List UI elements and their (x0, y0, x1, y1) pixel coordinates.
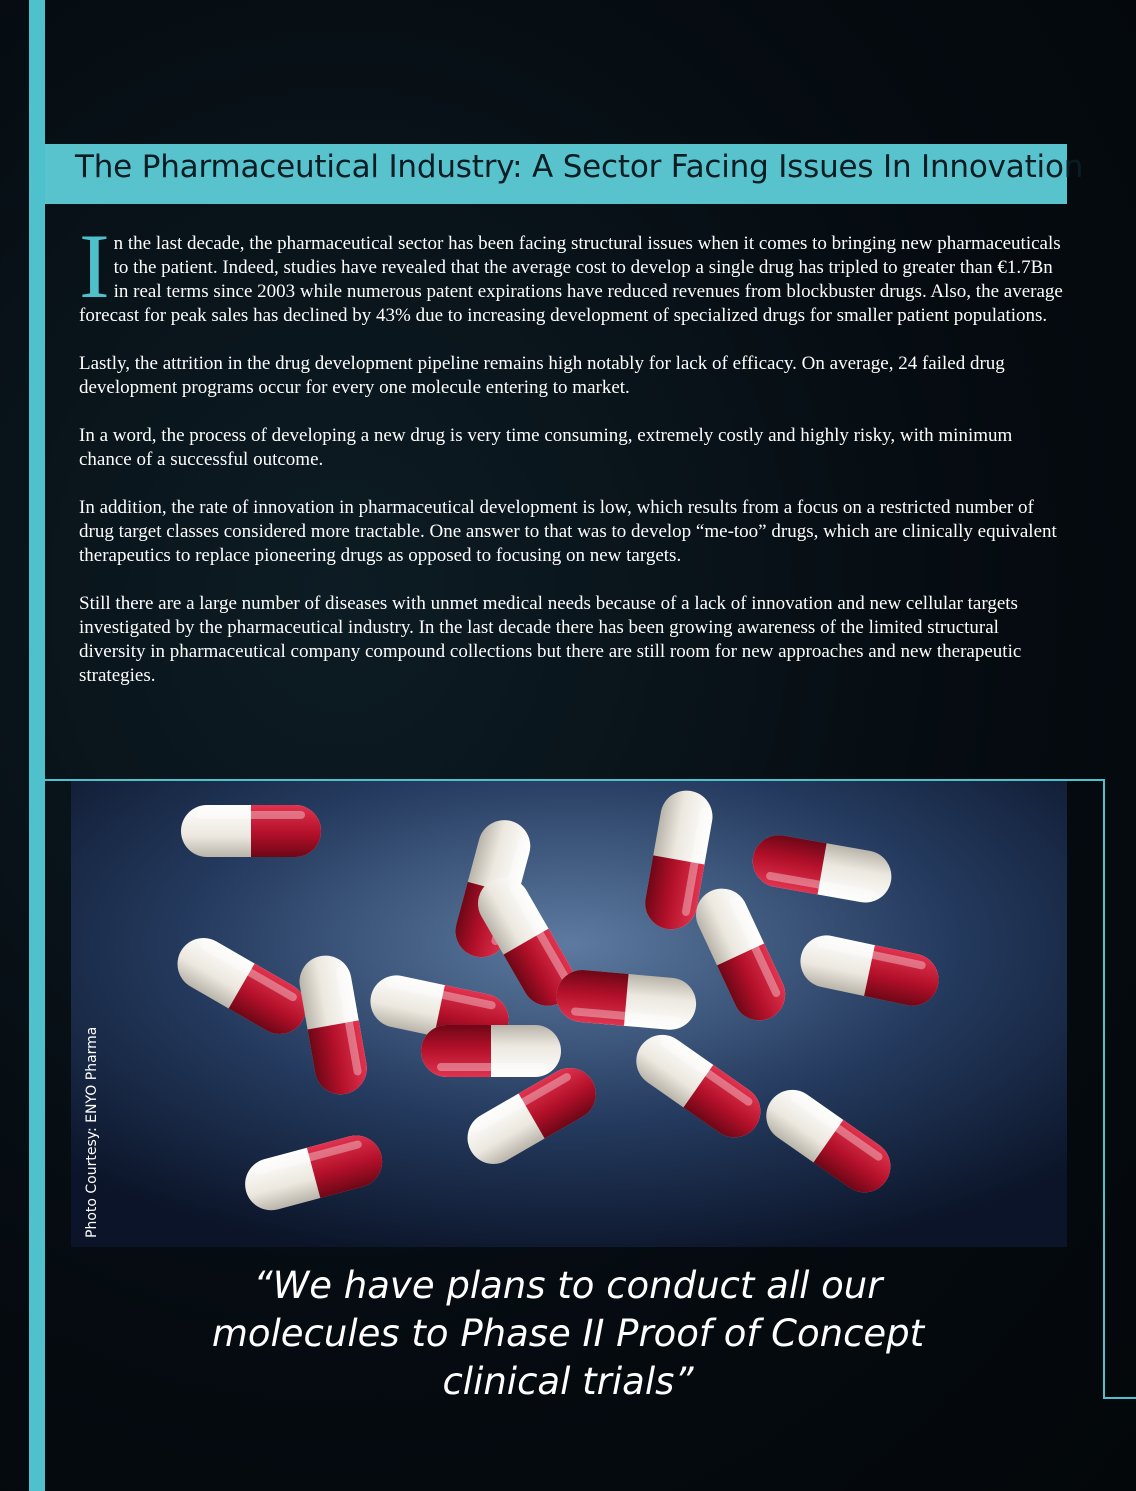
frame-line-bottom (1103, 1397, 1136, 1399)
article-paragraph: Still there are a large number of diseases with unmet medical needs because of a lack of innovation and new cellular targets investigated by the pharmaceutical industry. In the last decade there has been growing awareness of the limited structural diversity in pharmaceutical company compound collections but there are still room for new approaches and new therapeutic strategies. (79, 593, 1022, 686)
article-paragraph: Lastly, the attrition in the drug development pipeline remains high notably for lack of efficacy. On average, 24 failed drug development programs occur for every one molecule entering to market. (79, 353, 1005, 398)
capsules-illustration (71, 781, 1067, 1247)
capsule (421, 1025, 561, 1077)
quote-line: clinical trials” (442, 1360, 694, 1403)
paragraph-text: n the last decade, the pharmaceutical sector has been facing structural issues when it comes to bringing new pharmaceuticals to the patient. Indeed, studies have revealed that the average cost to develop a single drug has tripled to greater than €1.7Bn in real terms since 2003 while numerous patent expirations have reduced revenues from blockbuster drugs. Also, the average forecast for peak sales has declined by 43% due to increasing development of specialized drugs for smaller patient populations. (79, 233, 1063, 326)
left-accent-bar (29, 0, 45, 1491)
quote-line: “We have plans to conduct all our (253, 1264, 883, 1307)
pull-quote (168, 1262, 968, 1406)
article-paragraph (79, 215, 1069, 328)
frame-line-right (1103, 779, 1105, 1399)
drop-cap: I (79, 215, 110, 317)
page-title: The Pharmaceutical Industry: A Sector Facing Issues In Innovation (75, 149, 1084, 185)
quote-line: molecules to Phase II Proof of Concept (211, 1312, 925, 1355)
capsules-photo (71, 781, 1067, 1247)
title-band (45, 144, 1084, 204)
article-paragraph: In a word, the process of developing a new drug is very time consuming, extremely costly and highly risky, with minimum chance of a successful outcome. (79, 425, 1013, 470)
capsule (181, 805, 321, 857)
photo-credit: Photo Courtesy: ENYO Pharma (84, 1026, 100, 1238)
article-body (79, 215, 1069, 712)
article-paragraph: In addition, the rate of innovation in pharmaceutical development is low, which results from a focus on a restricted number of drug target classes considered more tractable. One answer to that was to develop “me-too” drugs, which are clinically equivalent therapeutics to replace pioneering drugs as opposed to focusing on new targets. (79, 497, 1057, 566)
